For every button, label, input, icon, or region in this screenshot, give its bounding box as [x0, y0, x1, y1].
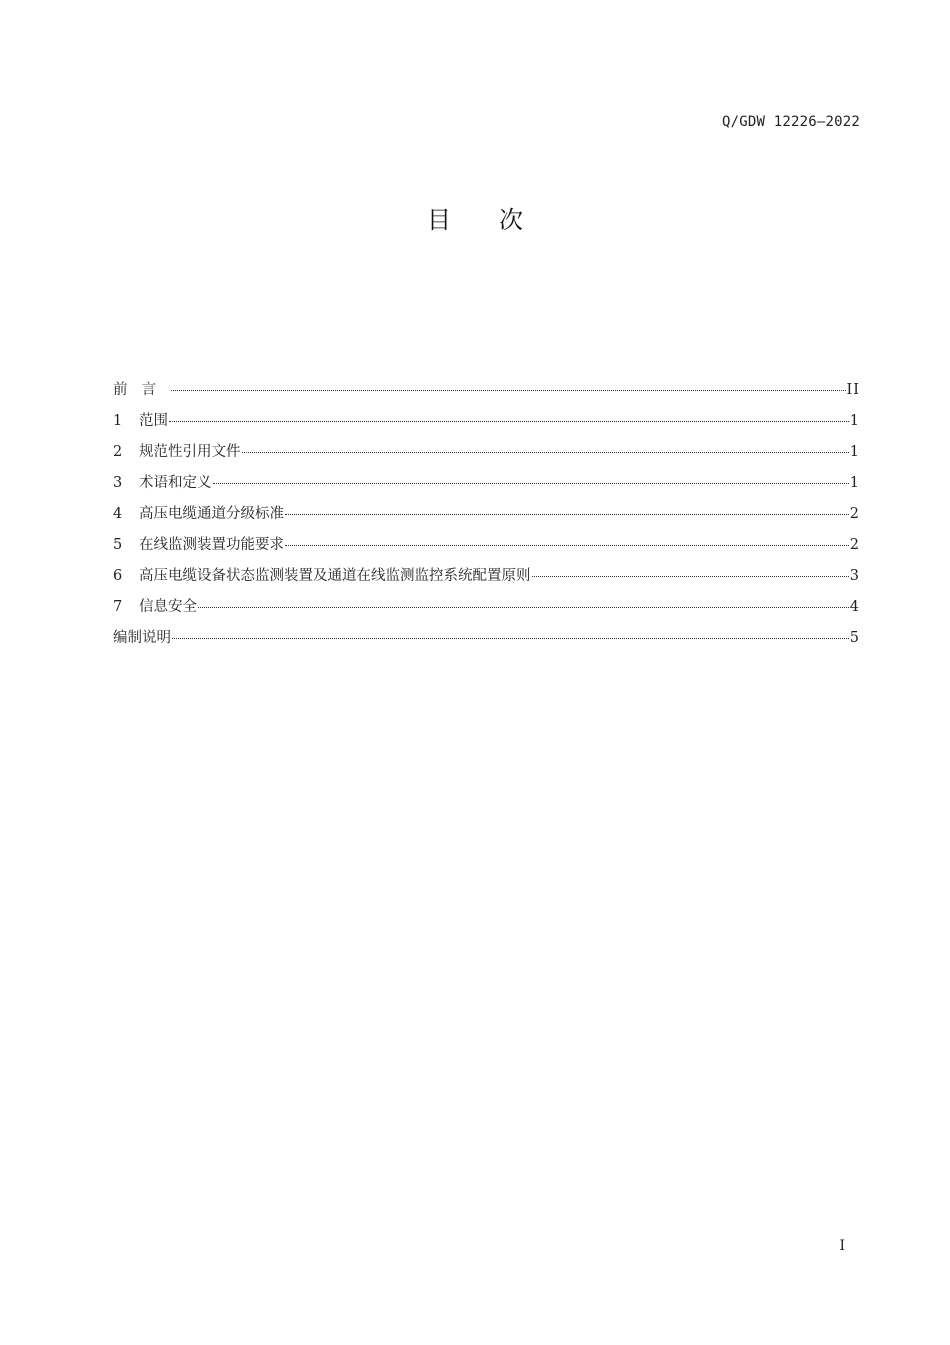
toc-entry-page: 1	[849, 444, 860, 460]
toc-entry-3[interactable]	[113, 471, 860, 502]
page-title	[0, 200, 950, 235]
toc-entry-foreword[interactable]	[113, 378, 860, 409]
toc-entry-4[interactable]	[113, 502, 860, 533]
toc-entry-page: 2	[849, 537, 860, 553]
toc-entry-page: 1	[849, 475, 860, 491]
title-char-1: 目	[427, 206, 451, 234]
toc-entry-number: 4	[113, 506, 123, 522]
dot-leader	[213, 483, 849, 484]
toc-entry-text: 编制说明	[113, 630, 171, 646]
toc-entry-page: II	[846, 382, 860, 398]
toc-entry-number: 6	[113, 568, 123, 584]
dot-leader	[171, 390, 846, 391]
toc-entry-2[interactable]	[113, 440, 860, 471]
toc-entry-number: 5	[113, 537, 123, 553]
toc-entry-text: 在线监测装置功能要求	[139, 537, 284, 553]
toc-entry-1[interactable]	[113, 409, 860, 440]
toc-entry-page: 1	[849, 413, 860, 429]
dot-leader	[172, 638, 849, 639]
toc-entry-number: 1	[113, 413, 123, 429]
table-of-contents	[113, 378, 860, 657]
dot-leader	[198, 607, 849, 608]
toc-entry-page: 5	[849, 630, 860, 646]
toc-entry-text: 高压电缆通道分级标准	[139, 506, 284, 522]
toc-entry-6[interactable]	[113, 564, 860, 595]
dot-leader	[285, 514, 849, 515]
dot-leader	[285, 545, 849, 546]
toc-entry-compilation-notes[interactable]	[113, 626, 860, 657]
title-char-2: 次	[499, 206, 523, 234]
toc-entry-text: 术语和定义	[139, 475, 212, 491]
toc-entry-page: 2	[849, 506, 860, 522]
toc-entry-page: 4	[849, 599, 860, 615]
toc-entry-text: 范围	[139, 413, 168, 429]
document-code: Q/GDW 12226—2022	[721, 114, 860, 130]
toc-entry-number: 3	[113, 475, 123, 491]
toc-entry-number: 2	[113, 444, 123, 460]
page-number: I	[839, 1238, 845, 1254]
toc-entry-text: 高压电缆设备状态监测装置及通道在线监测监控系统配置原则	[139, 568, 531, 584]
toc-entry-page: 3	[849, 568, 860, 584]
toc-entry-number: 7	[113, 599, 123, 615]
toc-entry-text: 规范性引用文件	[139, 444, 241, 460]
toc-entry-text: 信息安全	[139, 599, 197, 615]
toc-entry-7[interactable]	[113, 595, 860, 626]
toc-entry-text: 前言	[113, 382, 170, 398]
dot-leader	[169, 421, 849, 422]
toc-entry-5[interactable]	[113, 533, 860, 564]
dot-leader	[242, 452, 849, 453]
dot-leader	[532, 576, 849, 577]
